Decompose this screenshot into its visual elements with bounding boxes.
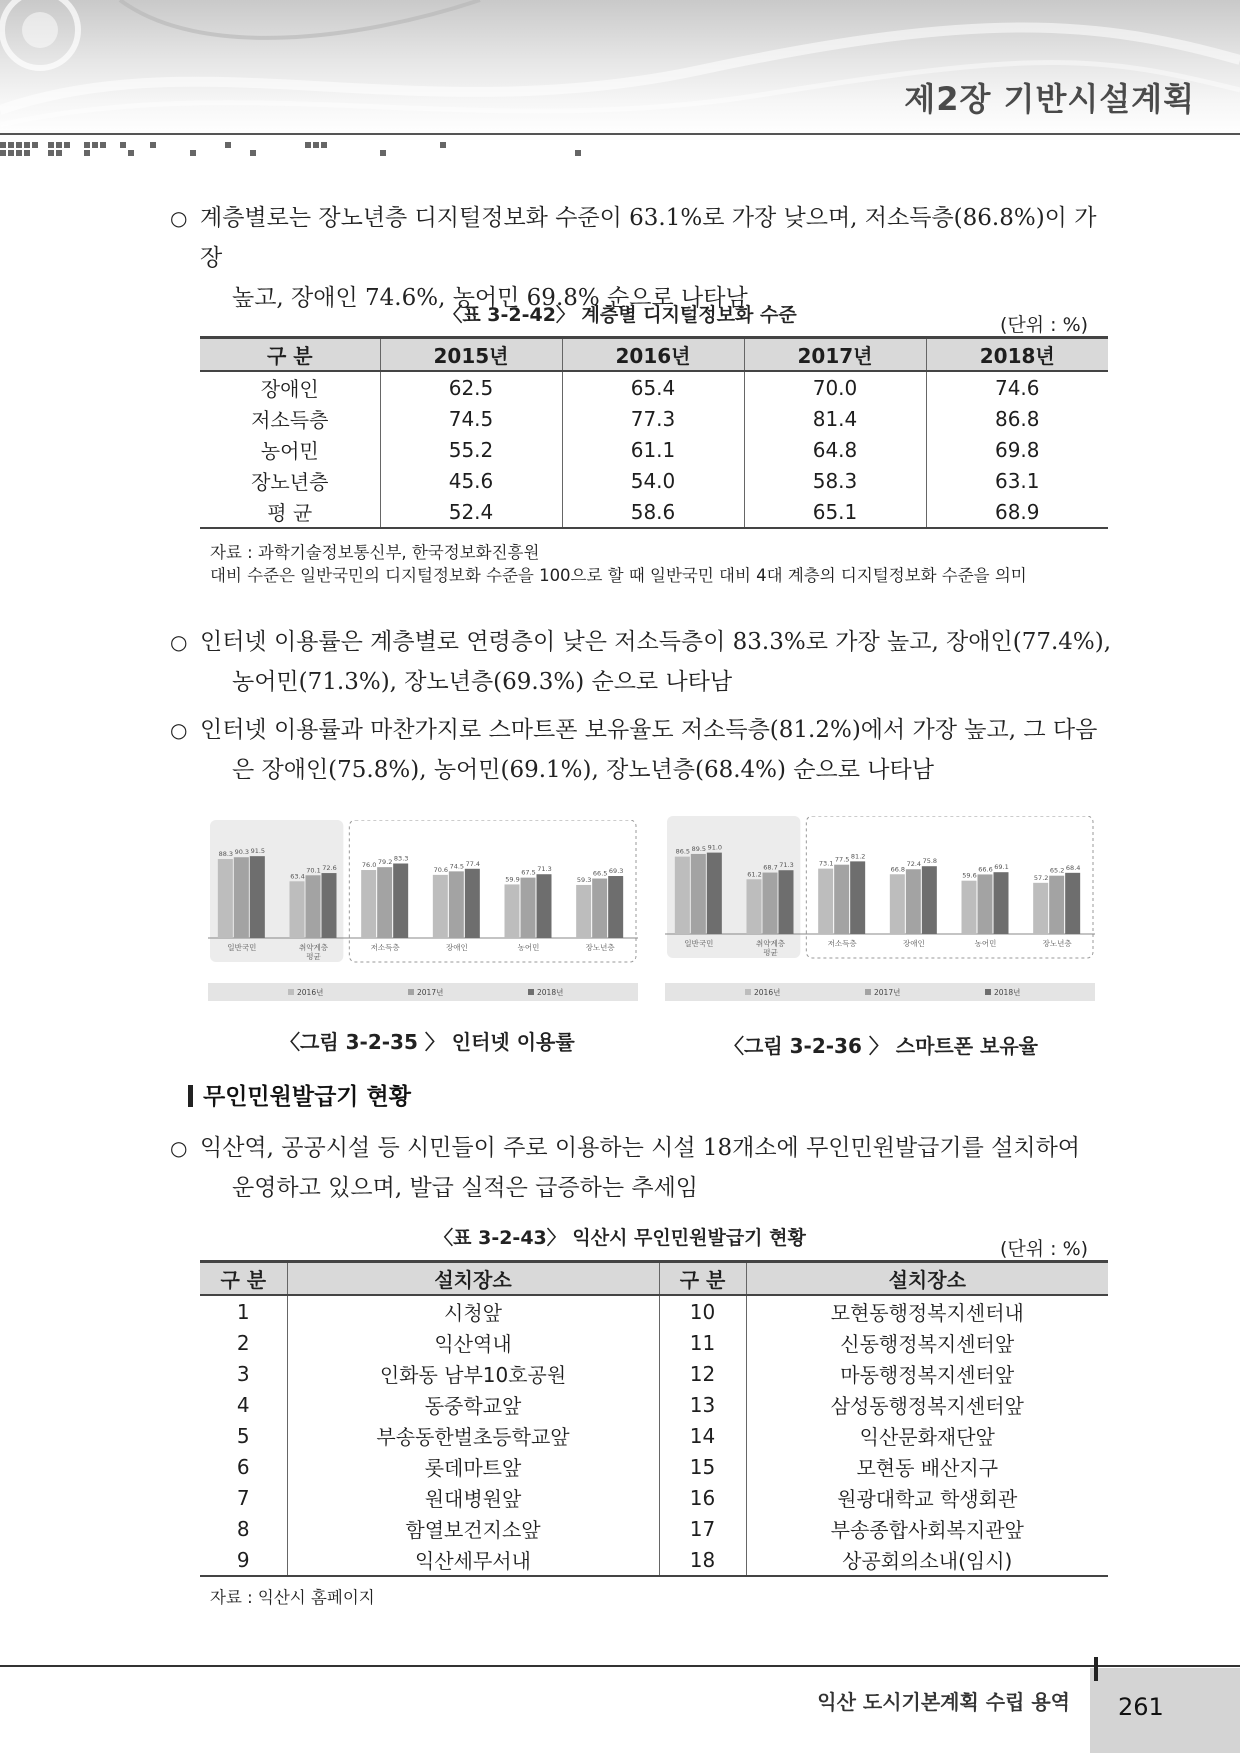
footer-title: 익산 도시기본계획 수립 용역 <box>817 1690 1070 1714</box>
category-label: 장노년층 <box>1042 939 1072 948</box>
table-cell: 농어민 <box>200 434 380 465</box>
table-cell: 6 <box>200 1451 287 1482</box>
table-cell: 55.2 <box>380 434 562 465</box>
page-number-box <box>1090 1668 1240 1753</box>
table-row <box>200 434 1108 465</box>
table-cell: 5 <box>200 1420 287 1451</box>
bar-value-label: 91.5 <box>250 847 266 856</box>
table-cell: 익산역내 <box>287 1327 659 1358</box>
bar-2017년-저소득층 <box>834 865 849 934</box>
bar-value-label: 86.5 <box>675 847 691 856</box>
table-row <box>200 371 1108 403</box>
bar-value-label: 71.3 <box>779 861 794 870</box>
table-cell: 인화동 남부10호공원 <box>287 1358 659 1389</box>
bar-2017년-농어민 <box>521 878 536 938</box>
bar-value-label: 59.6 <box>962 871 977 880</box>
header-divider <box>0 133 1240 135</box>
table2-caption: 〈표 3-2-43〉 익산시 무인민원발급기 현황 <box>434 1227 806 1249</box>
bar-2018년-저소득층 <box>393 863 408 938</box>
table-row <box>200 403 1108 434</box>
table-cell: 77.3 <box>562 403 744 434</box>
table-cell: 장애인 <box>200 371 380 403</box>
bar-2017년-장애인 <box>449 871 464 938</box>
category-label: 취약계층 <box>299 943 328 952</box>
table-row <box>200 1420 1108 1451</box>
legend-label: 2016년 <box>754 988 781 997</box>
table-cell: 부송종합사회복지관앞 <box>746 1513 1108 1544</box>
bar-value-label: 79.2 <box>377 858 393 867</box>
table-row <box>200 465 1108 496</box>
bar-value-label: 91.0 <box>707 843 723 852</box>
table-header-cell: 구 분 <box>659 1262 746 1296</box>
table-cell: 3 <box>200 1358 287 1389</box>
table-row <box>200 1358 1108 1389</box>
table-header-cell: 구 분 <box>200 338 380 372</box>
bar-value-label: 88.3 <box>218 850 234 859</box>
table-cell: 장노년층 <box>200 465 380 496</box>
bar-value-label: 57.2 <box>1033 873 1049 882</box>
table-cell: 16 <box>659 1482 746 1513</box>
bar-value-label: 71.3 <box>537 865 552 874</box>
page-number: 261 <box>1118 1693 1164 1721</box>
table-header-row <box>200 1262 1108 1296</box>
bar-value-label: 61.2 <box>747 870 762 879</box>
chapter-title: 제2장 기반시설계획 <box>904 80 1195 118</box>
legend-label: 2017년 <box>417 988 444 997</box>
table-cell: 11 <box>659 1327 746 1358</box>
table-cell: 81.4 <box>744 403 926 434</box>
category-label: 평균 <box>306 952 321 961</box>
bar-2017년-일반국민 <box>691 854 706 934</box>
table-cell: 45.6 <box>380 465 562 496</box>
category-label: 일반국민 <box>227 943 257 952</box>
table-row <box>200 1513 1108 1544</box>
paragraph-line: 인터넷 이용률은 계층별로 연령층이 낮은 저소득층이 83.3%로 가장 높고, 장애인(77.4%), <box>200 629 1112 655</box>
table-cell: 64.8 <box>744 434 926 465</box>
bar-value-label: 59.3 <box>576 875 592 884</box>
bar-2016년-일반국민 <box>218 859 233 938</box>
table-header-cell: 2018년 <box>926 338 1108 372</box>
bar-value-label: 65.2 <box>1049 866 1065 875</box>
table-cell: 4 <box>200 1389 287 1420</box>
table-cell: 2 <box>200 1327 287 1358</box>
bar-2018년-취약계층 평균 <box>322 873 337 938</box>
table-cell: 원대병원앞 <box>287 1482 659 1513</box>
paragraph-line: 계층별로는 장노년층 디지털정보화 수준이 63.1%로 가장 낮으며, 저소득층(86.8%)이 가장 <box>200 205 1097 271</box>
bar-value-label: 81.2 <box>850 852 866 861</box>
category-label: 취약계층 <box>756 939 785 948</box>
table-cell: 삼성동행정복지센터앞 <box>746 1389 1108 1420</box>
paragraph-internet-usage <box>170 622 1115 702</box>
category-label: 평균 <box>763 948 778 957</box>
table-row <box>200 1451 1108 1482</box>
bar-2017년-일반국민 <box>234 857 249 938</box>
table-cell: 17 <box>659 1513 746 1544</box>
legend-swatch <box>745 989 751 995</box>
table-cell: 68.9 <box>926 496 1108 528</box>
paragraph-line: 높고, 장애인 74.6%, 농어민 69.8% 순으로 나타남 <box>232 285 748 311</box>
smartphone-ownership-chart <box>665 816 1095 1005</box>
table-cell: 74.6 <box>926 371 1108 403</box>
table-cell: 롯데마트앞 <box>287 1451 659 1482</box>
paragraph-kiosk <box>170 1128 1115 1208</box>
category-label: 저소득층 <box>370 943 400 952</box>
table-row <box>200 1327 1108 1358</box>
table-row <box>200 496 1108 528</box>
bullet-icon: ○ <box>170 1136 188 1160</box>
bar-value-label: 75.8 <box>922 857 938 866</box>
bar-value-label: 83.3 <box>393 854 409 863</box>
table-cell: 동중학교앞 <box>287 1389 659 1420</box>
bar-value-label: 77.5 <box>834 855 850 864</box>
bar-2018년-장노년층 <box>1065 873 1080 934</box>
category-label: 농어민 <box>517 943 540 952</box>
table-cell: 상공회의소내(임시) <box>746 1544 1108 1576</box>
table1-source: 자료 : 과학기술정보통신부, 한국정보화진흥원 <box>210 543 540 562</box>
table1-unit: (단위 : %) <box>1000 314 1089 336</box>
table-cell: 원광대학교 학생회관 <box>746 1482 1108 1513</box>
table-cell: 저소득층 <box>200 403 380 434</box>
kiosk-location-table <box>200 1260 1108 1577</box>
paragraph-line: 인터넷 이용률과 마찬가지로 스마트폰 보유율도 저소득층(81.2%)에서 가장 높고, 그 다음 <box>200 717 1098 743</box>
section-heading-text: 무인민원발급기 현황 <box>203 1084 411 1110</box>
bar-2016년-장애인 <box>433 875 448 938</box>
bar-value-label: 69.3 <box>608 867 624 876</box>
figure-caption-internet: 〈그림 3-2-35 〉 인터넷 이용률 <box>280 1030 575 1054</box>
paragraph-line: 은 장애인(75.8%), 농어민(69.1%), 장노년층(68.4%) 순으로 나타남 <box>232 757 934 783</box>
paragraph-line: 운영하고 있으며, 발급 실적은 급증하는 추세임 <box>232 1175 699 1201</box>
table-cell: 10 <box>659 1295 746 1327</box>
table-cell: 익산세무서내 <box>287 1544 659 1576</box>
legend-swatch <box>528 989 534 995</box>
table-cell: 69.8 <box>926 434 1108 465</box>
bullet-icon: ○ <box>170 206 188 230</box>
table-cell: 마동행정복지센터앞 <box>746 1358 1108 1389</box>
bar-value-label: 63.4 <box>290 872 305 881</box>
table-cell: 14 <box>659 1420 746 1451</box>
table-cell: 58.6 <box>562 496 744 528</box>
bar-2018년-장노년층 <box>608 876 623 938</box>
bar-value-label: 66.8 <box>890 865 906 874</box>
bar-value-label: 72.4 <box>906 860 922 869</box>
footer-marker <box>1094 1657 1098 1681</box>
table-cell: 52.4 <box>380 496 562 528</box>
table-cell: 58.3 <box>744 465 926 496</box>
table-cell: 18 <box>659 1544 746 1576</box>
bar-2017년-취약계층 평균 <box>763 873 778 934</box>
category-label: 장애인 <box>902 939 925 948</box>
footer-divider <box>0 1665 1240 1667</box>
table-cell: 61.1 <box>562 434 744 465</box>
table-cell: 7 <box>200 1482 287 1513</box>
bar-value-label: 68.7 <box>763 863 778 872</box>
bar-2016년-농어민 <box>505 884 520 938</box>
bullet-icon: ○ <box>170 630 188 654</box>
table-cell: 86.8 <box>926 403 1108 434</box>
bar-value-label: 70.6 <box>433 865 449 874</box>
header-dot-pattern <box>0 140 620 158</box>
table-row <box>200 1544 1108 1576</box>
bar-value-label: 66.5 <box>592 869 608 878</box>
table-cell: 시청앞 <box>287 1295 659 1327</box>
bar-value-label: 77.4 <box>465 859 481 868</box>
table-row <box>200 1295 1108 1327</box>
table-cell: 65.4 <box>562 371 744 403</box>
bullet-icon: ○ <box>170 718 188 742</box>
bar-2016년-취약계층 평균 <box>290 881 305 938</box>
bar-value-label: 89.5 <box>691 844 707 853</box>
table-header-cell: 설치장소 <box>746 1262 1108 1296</box>
table-header-cell: 2015년 <box>380 338 562 372</box>
bar-2016년-장애인 <box>890 874 905 934</box>
bar-value-label: 66.6 <box>978 865 993 874</box>
table-cell: 1 <box>200 1295 287 1327</box>
category-label: 장노년층 <box>585 943 615 952</box>
bar-value-label: 90.3 <box>234 848 250 857</box>
table-cell: 함열보건지소앞 <box>287 1513 659 1544</box>
bar-2017년-장노년층 <box>1049 876 1064 934</box>
bar-value-label: 67.5 <box>521 868 536 877</box>
bar-2016년-취약계층 평균 <box>747 879 762 934</box>
bar-2018년-일반국민 <box>250 856 265 938</box>
legend-swatch <box>408 989 414 995</box>
legend-label: 2018년 <box>537 988 564 997</box>
internet-usage-chart <box>208 820 638 1005</box>
paragraph-line: 농어민(71.3%), 장노년층(69.3%) 순으로 나타남 <box>232 669 733 695</box>
bar-2016년-저소득층 <box>818 869 833 934</box>
bar-2016년-저소득층 <box>361 870 376 938</box>
paragraph-smartphone <box>170 710 1115 790</box>
table-header-cell: 구 분 <box>200 1262 287 1296</box>
bar-value-label: 70.1 <box>306 866 321 875</box>
bar-value-label: 72.6 <box>322 864 337 873</box>
table1-caption: 〈표 3-2-42〉 계층별 디지털정보화 수준 <box>443 304 797 326</box>
bar-2018년-일반국민 <box>707 853 722 934</box>
category-label: 농어민 <box>974 939 997 948</box>
table-cell: 9 <box>200 1544 287 1576</box>
bar-value-label: 59.9 <box>505 875 520 884</box>
table-cell: 74.5 <box>380 403 562 434</box>
bar-2016년-농어민 <box>962 881 977 934</box>
legend-label: 2018년 <box>994 988 1021 997</box>
bar-value-label: 74.5 <box>449 862 465 871</box>
bar-2017년-취약계층 평균 <box>306 875 321 938</box>
bar-value-label: 73.1 <box>818 859 834 868</box>
digital-level-table <box>200 336 1108 529</box>
bar-2017년-농어민 <box>978 874 993 934</box>
table-cell: 모현동 배산지구 <box>746 1451 1108 1482</box>
table-cell: 8 <box>200 1513 287 1544</box>
category-label: 일반국민 <box>684 939 714 948</box>
table1-note: 대비 수준은 일반국민의 디지털정보화 수준을 100으로 할 때 일반국민 대비 4대 계층의 디지털정보화 수준을 의미 <box>210 566 1027 585</box>
bar-2018년-농어민 <box>537 874 552 938</box>
table-cell: 65.1 <box>744 496 926 528</box>
table-cell: 15 <box>659 1451 746 1482</box>
bar-2018년-농어민 <box>994 872 1009 934</box>
bar-2016년-장노년층 <box>1033 883 1048 934</box>
heading-bar-icon <box>188 1085 193 1107</box>
table-cell: 모현동행정복지센터내 <box>746 1295 1108 1327</box>
legend-swatch <box>865 989 871 995</box>
table-cell: 부송동한벌초등학교앞 <box>287 1420 659 1451</box>
bar-value-label: 69.1 <box>994 863 1009 872</box>
section-heading <box>188 1078 411 1111</box>
bar-2018년-저소득층 <box>850 861 865 934</box>
legend-swatch <box>985 989 991 995</box>
table-cell: 62.5 <box>380 371 562 403</box>
legend-swatch <box>288 989 294 995</box>
figure-caption-smartphone: 〈그림 3-2-36 〉 스마트폰 보유율 <box>724 1034 1038 1058</box>
bar-2017년-장애인 <box>906 869 921 934</box>
bar-2018년-장애인 <box>465 869 480 938</box>
table-cell: 평 균 <box>200 496 380 528</box>
category-label: 장애인 <box>445 943 468 952</box>
table-header-cell: 2017년 <box>744 338 926 372</box>
bar-2018년-장애인 <box>922 866 937 934</box>
legend-label: 2017년 <box>874 988 901 997</box>
table-cell: 70.0 <box>744 371 926 403</box>
table-row <box>200 1389 1108 1420</box>
bar-2017년-저소득층 <box>377 867 392 938</box>
bar-value-label: 68.4 <box>1065 863 1081 872</box>
table-header-cell: 설치장소 <box>287 1262 659 1296</box>
table-cell: 54.0 <box>562 465 744 496</box>
bar-2016년-장노년층 <box>576 885 591 938</box>
table-header-row <box>200 338 1108 372</box>
table-header-cell: 2016년 <box>562 338 744 372</box>
table-cell: 63.1 <box>926 465 1108 496</box>
paragraph-line: 익산역, 공공시설 등 시민들이 주로 이용하는 시설 18개소에 무인민원발급기를 설치하여 <box>200 1135 1081 1161</box>
legend-label: 2016년 <box>297 988 324 997</box>
bar-2018년-취약계층 평균 <box>779 870 794 934</box>
table2-unit: (단위 : %) <box>1000 1238 1089 1260</box>
bar-2017년-장노년층 <box>592 879 607 938</box>
category-label: 저소득층 <box>827 939 857 948</box>
table-cell: 13 <box>659 1389 746 1420</box>
table-row <box>200 1482 1108 1513</box>
table-cell: 신동행정복지센터앞 <box>746 1327 1108 1358</box>
table-cell: 12 <box>659 1358 746 1389</box>
bar-value-label: 76.0 <box>361 861 377 870</box>
table-cell: 익산문화재단앞 <box>746 1420 1108 1451</box>
bar-2016년-일반국민 <box>675 857 690 934</box>
table2-source: 자료 : 익산시 홈페이지 <box>210 1588 375 1607</box>
